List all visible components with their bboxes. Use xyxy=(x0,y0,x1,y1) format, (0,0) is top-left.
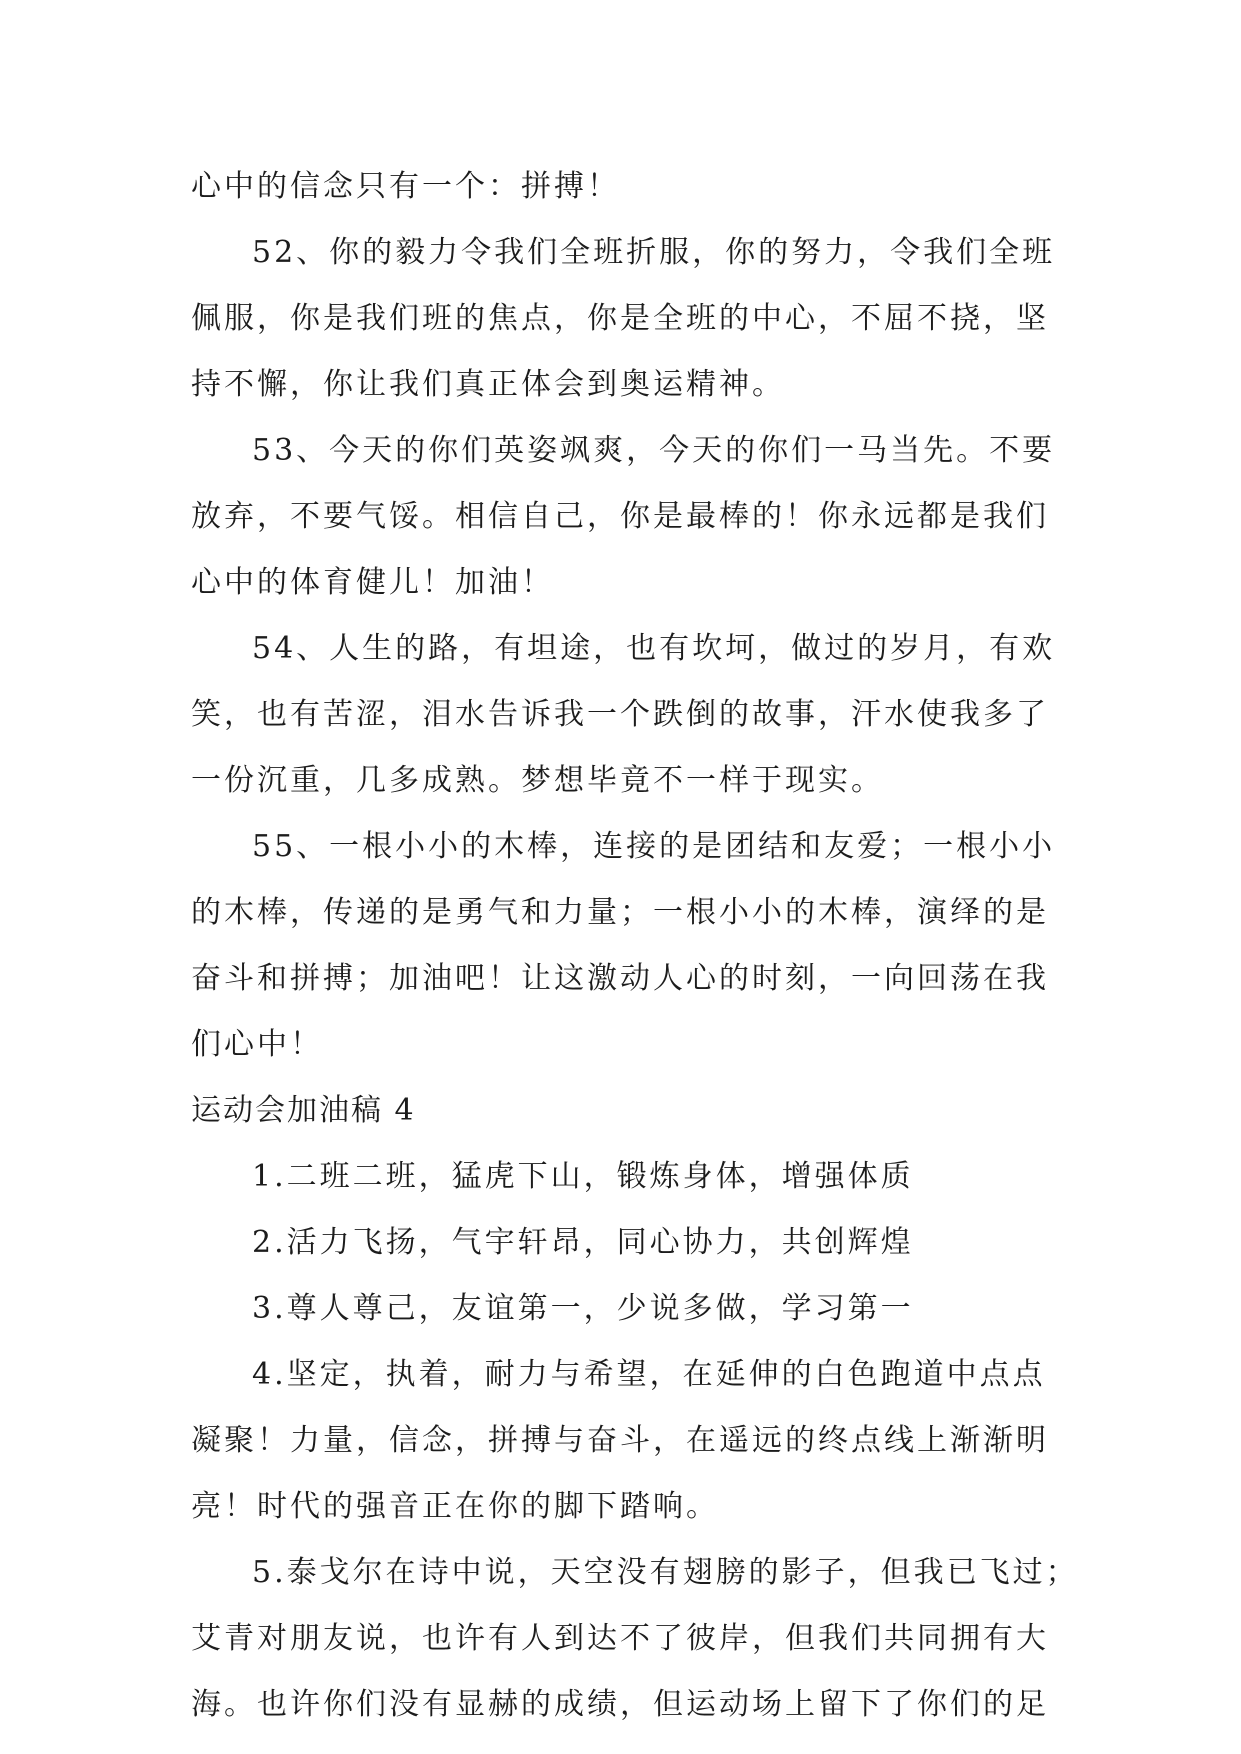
paragraph-4-start: 4.坚定，执着，耐力与希望，在延伸的白色跑道中点点 xyxy=(252,1357,1046,1392)
text-line: 笑，也有苦涩，泪水告诉我一个跌倒的故事，汗水使我多了 xyxy=(191,697,1049,732)
paragraph-55-start: 55、一根小小的木棒，连接的是团结和友爱；一根小小 xyxy=(252,829,1056,864)
slogan-2: 2.活力飞扬，气宇轩昂，同心协力，共创辉煌 xyxy=(252,1225,914,1260)
text-line: 凝聚！力量，信念，拼搏与奋斗，在遥远的终点线上渐渐明 xyxy=(191,1423,1049,1458)
text-line: 奋斗和拼搏；加油吧！让这激动人心的时刻，一向回荡在我 xyxy=(191,961,1049,996)
text-line: 们心中！ xyxy=(191,1027,323,1062)
text-line: 持不懈，你让我们真正体会到奥运精神。 xyxy=(191,367,785,402)
text-line: 的木棒，传递的是勇气和力量；一根小小的木棒，演绎的是 xyxy=(191,895,1049,930)
text-line: 海。也许你们没有显赫的成绩，但运动场上留下了你们的足 xyxy=(191,1687,1049,1722)
paragraph-53-start: 53、今天的你们英姿飒爽，今天的你们一马当先。不要 xyxy=(252,433,1056,468)
text-line: 艾青对朋友说，也许有人到达不了彼岸，但我们共同拥有大 xyxy=(191,1621,1049,1656)
text-line: 佩服，你是我们班的焦点，你是全班的中心，不屈不挠，坚 xyxy=(191,301,1049,336)
document-body xyxy=(191,154,1079,1738)
slogan-1: 1.二班二班，猛虎下山，锻炼身体，增强体质 xyxy=(252,1159,914,1194)
slogan-3: 3.尊人尊己，友谊第一，少说多做，学习第一 xyxy=(252,1291,914,1326)
paragraph-54-start: 54、人生的路，有坦途，也有坎坷，做过的岁月，有欢 xyxy=(252,631,1056,666)
text-line: 一份沉重，几多成熟。梦想毕竟不一样于现实。 xyxy=(191,763,884,798)
paragraph-5-start: 5.泰戈尔在诗中说，天空没有翅膀的影子，但我已飞过； xyxy=(252,1555,1079,1590)
text-line: 放弃，不要气馁。相信自己，你是最棒的！你永远都是我们 xyxy=(191,499,1049,534)
text-line: 心中的体育健儿！加油！ xyxy=(191,565,554,600)
section-heading: 运动会加油稿 4 xyxy=(191,1093,416,1128)
text-line: 心中的信念只有一个：拼搏！ xyxy=(191,169,620,204)
paragraph-52-start: 52、你的毅力令我们全班折服，你的努力，令我们全班 xyxy=(252,235,1056,270)
text-line: 亮！时代的强音正在你的脚下踏响。 xyxy=(191,1489,719,1524)
